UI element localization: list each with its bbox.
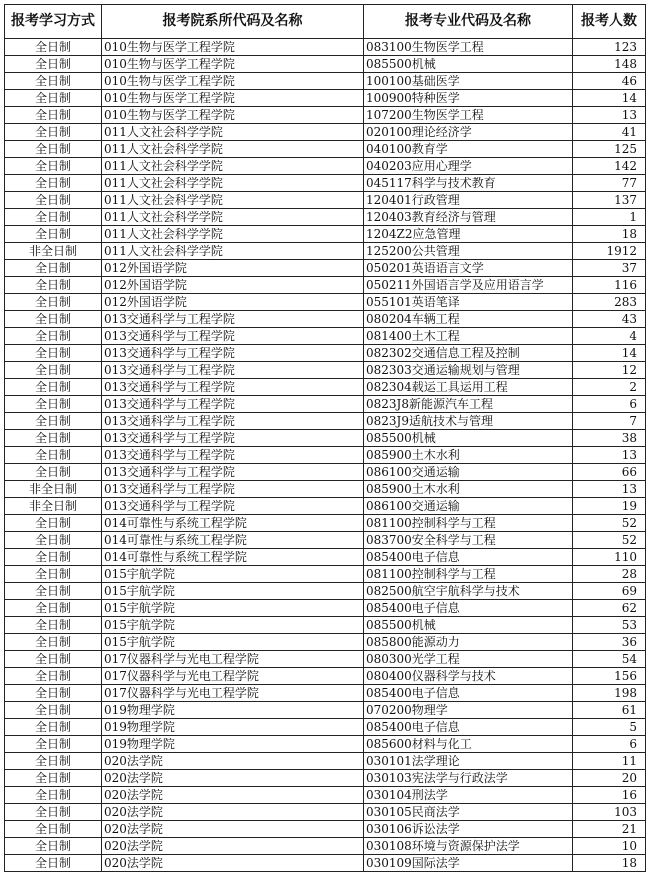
- table-row: [5, 107, 646, 124]
- cell-major: 086100交通运输: [364, 464, 573, 481]
- cell-major: 085400电子信息: [364, 719, 573, 736]
- cell-major: 0823J8新能源汽车工程: [364, 396, 573, 413]
- cell-major: 085400电子信息: [364, 549, 573, 566]
- cell-applicant-count: 110: [573, 549, 646, 566]
- cell-department: 011人文社会科学学院: [102, 192, 364, 209]
- cell-major: 085900土木水利: [364, 481, 573, 498]
- table-row: [5, 39, 646, 56]
- cell-major: 085400电子信息: [364, 600, 573, 617]
- cell-department: 019物理学院: [102, 736, 364, 753]
- table-row: [5, 753, 646, 770]
- cell-major: 085600材料与化工: [364, 736, 573, 753]
- header-department: 报考院系所代码及名称: [102, 5, 364, 39]
- cell-department: 015宇航学院: [102, 617, 364, 634]
- cell-study-mode: 全日制: [5, 736, 102, 753]
- cell-study-mode: 全日制: [5, 634, 102, 651]
- table-row: [5, 141, 646, 158]
- cell-major: 030104刑法学: [364, 787, 573, 804]
- table-row: [5, 124, 646, 141]
- cell-study-mode: 全日制: [5, 39, 102, 56]
- cell-study-mode: 全日制: [5, 787, 102, 804]
- cell-study-mode: 非全日制: [5, 243, 102, 260]
- cell-major: 020100理论经济学: [364, 124, 573, 141]
- cell-major: 080300光学工程: [364, 651, 573, 668]
- cell-major: 030108环境与资源保护法学: [364, 838, 573, 855]
- cell-study-mode: 全日制: [5, 549, 102, 566]
- header-study-mode: 报考学习方式: [5, 5, 102, 39]
- cell-major: 120403教育经济与管理: [364, 209, 573, 226]
- cell-study-mode: 全日制: [5, 804, 102, 821]
- cell-major: 081100控制科学与工程: [364, 566, 573, 583]
- table-row: [5, 277, 646, 294]
- cell-department: 015宇航学院: [102, 600, 364, 617]
- cell-major: 070200物理学: [364, 702, 573, 719]
- cell-study-mode: 全日制: [5, 855, 102, 872]
- header-row: [5, 5, 646, 39]
- table-row: [5, 226, 646, 243]
- cell-applicant-count: 18: [573, 855, 646, 872]
- table-row: [5, 294, 646, 311]
- cell-applicant-count: 125: [573, 141, 646, 158]
- table-row: [5, 209, 646, 226]
- cell-major: 107200生物医学工程: [364, 107, 573, 124]
- cell-department: 011人文社会科学学院: [102, 158, 364, 175]
- cell-applicant-count: 16: [573, 787, 646, 804]
- table-row: [5, 447, 646, 464]
- table-row: [5, 787, 646, 804]
- cell-applicant-count: 6: [573, 736, 646, 753]
- cell-study-mode: 全日制: [5, 821, 102, 838]
- cell-applicant-count: 5: [573, 719, 646, 736]
- cell-applicant-count: 116: [573, 277, 646, 294]
- cell-major: 080204车辆工程: [364, 311, 573, 328]
- cell-study-mode: 全日制: [5, 583, 102, 600]
- cell-study-mode: 全日制: [5, 362, 102, 379]
- cell-applicant-count: 148: [573, 56, 646, 73]
- cell-major: 081400土木工程: [364, 328, 573, 345]
- cell-department: 011人文社会科学学院: [102, 175, 364, 192]
- table-row: [5, 379, 646, 396]
- cell-study-mode: 全日制: [5, 566, 102, 583]
- cell-applicant-count: 77: [573, 175, 646, 192]
- cell-major: 083700安全科学与工程: [364, 532, 573, 549]
- cell-department: 013交通科学与工程学院: [102, 464, 364, 481]
- cell-applicant-count: 10: [573, 838, 646, 855]
- cell-study-mode: 全日制: [5, 464, 102, 481]
- cell-applicant-count: 283: [573, 294, 646, 311]
- table-row: [5, 617, 646, 634]
- cell-study-mode: 全日制: [5, 158, 102, 175]
- cell-major: 082500航空宇航科学与技术: [364, 583, 573, 600]
- cell-department: 017仪器科学与光电工程学院: [102, 685, 364, 702]
- cell-department: 020法学院: [102, 804, 364, 821]
- cell-department: 013交通科学与工程学院: [102, 447, 364, 464]
- cell-study-mode: 全日制: [5, 294, 102, 311]
- cell-applicant-count: 61: [573, 702, 646, 719]
- cell-study-mode: 全日制: [5, 226, 102, 243]
- cell-major: 030101法学理论: [364, 753, 573, 770]
- cell-major: 085400电子信息: [364, 685, 573, 702]
- cell-applicant-count: 156: [573, 668, 646, 685]
- cell-major: 100900特种医学: [364, 90, 573, 107]
- cell-study-mode: 全日制: [5, 260, 102, 277]
- cell-department: 010生物与医学工程学院: [102, 39, 364, 56]
- cell-study-mode: 全日制: [5, 651, 102, 668]
- cell-study-mode: 全日制: [5, 277, 102, 294]
- cell-applicant-count: 13: [573, 481, 646, 498]
- cell-applicant-count: 46: [573, 73, 646, 90]
- table-row: [5, 838, 646, 855]
- cell-department: 020法学院: [102, 787, 364, 804]
- cell-major: 120401行政管理: [364, 192, 573, 209]
- header-applicant-count: 报考人数: [573, 5, 646, 39]
- table-row: [5, 515, 646, 532]
- cell-study-mode: 全日制: [5, 175, 102, 192]
- cell-department: 015宇航学院: [102, 634, 364, 651]
- cell-study-mode: 全日制: [5, 124, 102, 141]
- cell-major: 082303交通运输规划与管理: [364, 362, 573, 379]
- table-row: [5, 719, 646, 736]
- cell-applicant-count: 14: [573, 345, 646, 362]
- cell-major: 030103宪法学与行政法学: [364, 770, 573, 787]
- cell-department: 020法学院: [102, 821, 364, 838]
- cell-department: 020法学院: [102, 838, 364, 855]
- cell-major: 030109国际法学: [364, 855, 573, 872]
- table-row: [5, 804, 646, 821]
- cell-study-mode: 全日制: [5, 532, 102, 549]
- cell-applicant-count: 28: [573, 566, 646, 583]
- cell-study-mode: 全日制: [5, 396, 102, 413]
- cell-major: 085500机械: [364, 430, 573, 447]
- cell-major: 030106诉讼法学: [364, 821, 573, 838]
- cell-applicant-count: 12: [573, 362, 646, 379]
- cell-study-mode: 全日制: [5, 685, 102, 702]
- cell-applicant-count: 21: [573, 821, 646, 838]
- cell-major: 085900土木水利: [364, 447, 573, 464]
- table-row: [5, 668, 646, 685]
- table-row: [5, 685, 646, 702]
- cell-department: 013交通科学与工程学院: [102, 430, 364, 447]
- cell-applicant-count: 38: [573, 430, 646, 447]
- cell-major: 055101英语笔译: [364, 294, 573, 311]
- table-row: [5, 396, 646, 413]
- cell-applicant-count: 6: [573, 396, 646, 413]
- cell-department: 010生物与医学工程学院: [102, 90, 364, 107]
- cell-study-mode: 全日制: [5, 719, 102, 736]
- cell-department: 011人文社会科学学院: [102, 124, 364, 141]
- cell-major: 100100基础医学: [364, 73, 573, 90]
- cell-study-mode: 全日制: [5, 379, 102, 396]
- cell-applicant-count: 52: [573, 515, 646, 532]
- cell-department: 012外国语学院: [102, 260, 364, 277]
- cell-major: 083100生物医学工程: [364, 39, 573, 56]
- cell-applicant-count: 2: [573, 379, 646, 396]
- cell-study-mode: 全日制: [5, 311, 102, 328]
- cell-department: 010生物与医学工程学院: [102, 56, 364, 73]
- table-row: [5, 770, 646, 787]
- cell-department: 013交通科学与工程学院: [102, 362, 364, 379]
- cell-major: 085800能源动力: [364, 634, 573, 651]
- cell-major: 1204Z2应急管理: [364, 226, 573, 243]
- cell-department: 013交通科学与工程学院: [102, 345, 364, 362]
- cell-study-mode: 全日制: [5, 600, 102, 617]
- cell-applicant-count: 1: [573, 209, 646, 226]
- cell-department: 014可靠性与系统工程学院: [102, 532, 364, 549]
- table-row: [5, 328, 646, 345]
- cell-major: 040100教育学: [364, 141, 573, 158]
- cell-study-mode: 全日制: [5, 515, 102, 532]
- cell-applicant-count: 13: [573, 447, 646, 464]
- cell-study-mode: 全日制: [5, 447, 102, 464]
- cell-study-mode: 全日制: [5, 209, 102, 226]
- cell-department: 019物理学院: [102, 702, 364, 719]
- cell-major: 082304载运工具运用工程: [364, 379, 573, 396]
- cell-study-mode: 非全日制: [5, 498, 102, 515]
- table-row: [5, 566, 646, 583]
- cell-department: 014可靠性与系统工程学院: [102, 515, 364, 532]
- cell-department: 014可靠性与系统工程学院: [102, 549, 364, 566]
- table-row: [5, 821, 646, 838]
- table-row: [5, 430, 646, 447]
- cell-applicant-count: 69: [573, 583, 646, 600]
- cell-study-mode: 全日制: [5, 838, 102, 855]
- table-row: [5, 345, 646, 362]
- cell-applicant-count: 7: [573, 413, 646, 430]
- cell-applicant-count: 53: [573, 617, 646, 634]
- cell-study-mode: 全日制: [5, 413, 102, 430]
- cell-study-mode: 非全日制: [5, 481, 102, 498]
- table-row: [5, 532, 646, 549]
- header-major: 报考专业代码及名称: [364, 5, 573, 39]
- cell-department: 011人文社会科学学院: [102, 141, 364, 158]
- table-row: [5, 855, 646, 872]
- cell-major: 045117科学与技术教育: [364, 175, 573, 192]
- table-row: [5, 56, 646, 73]
- cell-study-mode: 全日制: [5, 770, 102, 787]
- table-row: [5, 73, 646, 90]
- cell-department: 010生物与医学工程学院: [102, 73, 364, 90]
- cell-major: 085500机械: [364, 56, 573, 73]
- cell-applicant-count: 18: [573, 226, 646, 243]
- cell-department: 013交通科学与工程学院: [102, 498, 364, 515]
- table-row: [5, 243, 646, 260]
- cell-department: 017仪器科学与光电工程学院: [102, 651, 364, 668]
- cell-study-mode: 全日制: [5, 107, 102, 124]
- table-row: [5, 481, 646, 498]
- cell-department: 012外国语学院: [102, 294, 364, 311]
- table-row: [5, 600, 646, 617]
- table-row: [5, 583, 646, 600]
- cell-study-mode: 全日制: [5, 141, 102, 158]
- cell-department: 011人文社会科学学院: [102, 243, 364, 260]
- cell-applicant-count: 1912: [573, 243, 646, 260]
- cell-applicant-count: 11: [573, 753, 646, 770]
- cell-study-mode: 全日制: [5, 702, 102, 719]
- enrollment-table: [4, 4, 646, 872]
- cell-study-mode: 全日制: [5, 430, 102, 447]
- cell-applicant-count: 20: [573, 770, 646, 787]
- cell-major: 085500机械: [364, 617, 573, 634]
- cell-department: 012外国语学院: [102, 277, 364, 294]
- table-row: [5, 464, 646, 481]
- cell-applicant-count: 43: [573, 311, 646, 328]
- cell-department: 011人文社会科学学院: [102, 226, 364, 243]
- cell-applicant-count: 198: [573, 685, 646, 702]
- cell-applicant-count: 52: [573, 532, 646, 549]
- cell-department: 015宇航学院: [102, 583, 364, 600]
- cell-study-mode: 全日制: [5, 345, 102, 362]
- cell-applicant-count: 14: [573, 90, 646, 107]
- cell-department: 020法学院: [102, 855, 364, 872]
- table-row: [5, 413, 646, 430]
- cell-applicant-count: 66: [573, 464, 646, 481]
- cell-applicant-count: 13: [573, 107, 646, 124]
- cell-major: 0823J9适航技术与管理: [364, 413, 573, 430]
- table-row: [5, 175, 646, 192]
- table-row: [5, 634, 646, 651]
- table-row: [5, 549, 646, 566]
- cell-department: 010生物与医学工程学院: [102, 107, 364, 124]
- cell-department: 013交通科学与工程学院: [102, 379, 364, 396]
- table-row: [5, 192, 646, 209]
- cell-applicant-count: 36: [573, 634, 646, 651]
- cell-department: 015宇航学院: [102, 566, 364, 583]
- table-row: [5, 702, 646, 719]
- cell-department: 013交通科学与工程学院: [102, 328, 364, 345]
- cell-study-mode: 全日制: [5, 617, 102, 634]
- cell-department: 017仪器科学与光电工程学院: [102, 668, 364, 685]
- cell-department: 011人文社会科学学院: [102, 209, 364, 226]
- cell-major: 050201英语语言文学: [364, 260, 573, 277]
- cell-applicant-count: 19: [573, 498, 646, 515]
- cell-major: 125200公共管理: [364, 243, 573, 260]
- table-row: [5, 362, 646, 379]
- cell-applicant-count: 103: [573, 804, 646, 821]
- cell-study-mode: 全日制: [5, 56, 102, 73]
- table-row: [5, 498, 646, 515]
- cell-applicant-count: 54: [573, 651, 646, 668]
- cell-department: 013交通科学与工程学院: [102, 413, 364, 430]
- table-row: [5, 651, 646, 668]
- cell-applicant-count: 123: [573, 39, 646, 56]
- cell-department: 013交通科学与工程学院: [102, 481, 364, 498]
- cell-study-mode: 全日制: [5, 73, 102, 90]
- cell-major: 080400仪器科学与技术: [364, 668, 573, 685]
- cell-applicant-count: 4: [573, 328, 646, 345]
- table-row: [5, 158, 646, 175]
- table-row: [5, 311, 646, 328]
- cell-department: 019物理学院: [102, 719, 364, 736]
- cell-applicant-count: 41: [573, 124, 646, 141]
- cell-major: 040203应用心理学: [364, 158, 573, 175]
- cell-department: 013交通科学与工程学院: [102, 396, 364, 413]
- cell-department: 020法学院: [102, 753, 364, 770]
- cell-major: 050211外国语言学及应用语言学: [364, 277, 573, 294]
- cell-major: 086100交通运输: [364, 498, 573, 515]
- cell-study-mode: 全日制: [5, 753, 102, 770]
- cell-applicant-count: 62: [573, 600, 646, 617]
- cell-study-mode: 全日制: [5, 668, 102, 685]
- cell-study-mode: 全日制: [5, 90, 102, 107]
- cell-study-mode: 全日制: [5, 192, 102, 209]
- cell-applicant-count: 37: [573, 260, 646, 277]
- table-row: [5, 736, 646, 753]
- cell-major: 030105民商法学: [364, 804, 573, 821]
- cell-study-mode: 全日制: [5, 328, 102, 345]
- cell-department: 020法学院: [102, 770, 364, 787]
- cell-major: 081100控制科学与工程: [364, 515, 573, 532]
- table-row: [5, 260, 646, 277]
- cell-applicant-count: 137: [573, 192, 646, 209]
- cell-department: 013交通科学与工程学院: [102, 311, 364, 328]
- cell-major: 082302交通信息工程及控制: [364, 345, 573, 362]
- cell-applicant-count: 142: [573, 158, 646, 175]
- table-row: [5, 90, 646, 107]
